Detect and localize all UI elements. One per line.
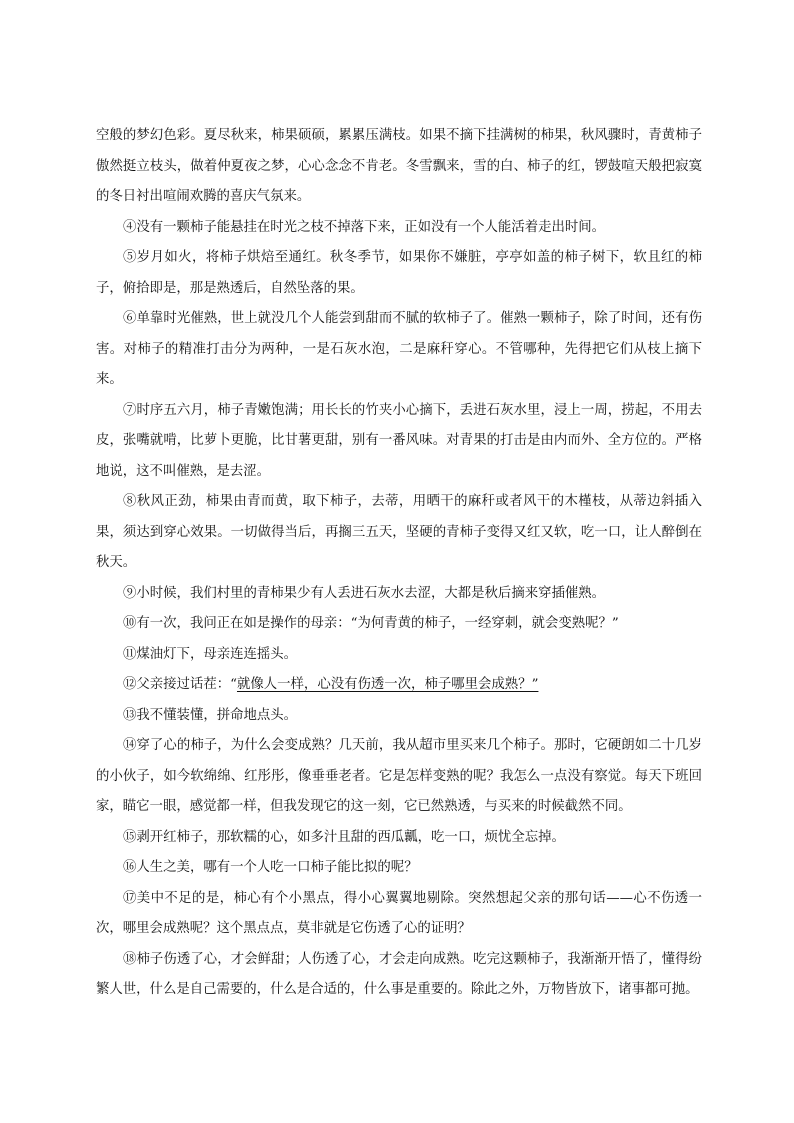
paragraph-8: ⑧秋风正劲，柿果由青而黄，取下柿子，去蒂，用晒干的麻秆或者风干的木槿枝，从蒂边斜插入果，须达到穿心效果。一切做得当后，再搁三五天，坚硬的青柿子变得又红又软，吃一口，让人醉倒在秋天。 [96, 494, 702, 570]
paragraph-continued: 空般的梦幻色彩。夏尽秋来，柿果硕硕，累累压满枝。如果不摘下挂满树的柿果，秋风骤时，青黄柿子傲然挺立枝头，做着仲夏夜之梦，心心念念不肯老。冬雪飘来，雪的白、柿子的红，锣鼓喧天般把寂寞的冬日衬出喧闹欢腾的喜庆气氛来。 [96, 128, 702, 204]
paragraph-17: ⑰美中不足的是，柿心有个小黑点，得小心翼翼地剔除。突然想起父亲的那句话——心不伤透一次，哪里会成熟呢？这个黑点点，莫非就是它伤透了心的证明？ [96, 890, 702, 936]
paragraph-15: ⑮剥开红柿子，那软糯的心，如多汁且甜的西瓜瓤，吃一口，烦忧全忘掉。 [123, 829, 565, 845]
paragraph-10: ⑩有一次，我问正在如是操作的母亲：“为何青黄的柿子，一经穿刺，就会变熟呢？” [123, 616, 619, 631]
paragraph-6: ⑥单靠时光催熟，世上就没几个人能尝到甜而不腻的软柿子了。催熟一颗柿子，除了时间，还有伤害。对柿子的精准打击分为两种，一是石灰水泡，二是麻秆穿心。不管哪种，先得把它们从枝上摘下来。 [96, 311, 702, 387]
paragraph-7: ⑦时序五六月，柿子青嫩饱满；用长长的竹夹小心摘下，丢进石灰水里，浸上一周，捞起，不用去皮，张嘴就啃，比萝卜更脆，比甘薯更甜，别有一番风味。对青果的打击是由内而外、全方位的。严格地说，这不叫催熟，是去涩。 [96, 402, 702, 479]
paragraph-13: ⑬我不懂装懂，拼命地点头。 [123, 707, 298, 723]
paragraph-12-prefix: ⑫父亲接过话茬：“ [123, 677, 237, 692]
paragraph-16: ⑯人生之美，哪有一个人吃一口柿子能比拟的呢？ [123, 860, 418, 875]
paragraph-11: ⑪煤油灯下，母亲连连摇头。 [123, 646, 298, 662]
paragraph-14: ⑭穿了心的柿子，为什么会变成熟？几天前，我从超市里买来几个柿子。那时，它硬朗如二十几岁的小伙子，如今软绵绵、红彤彤，像垂垂老者。它是怎样变熟的呢？我怎么一点没有察觉。每天下班回家，瞄它一眼，感觉都一样，但我发现它的这一刻，它已然熟透，与买来的时候截然不同。 [96, 738, 702, 814]
essay-body [96, 121, 702, 1006]
paragraph-18: ⑱柿子伤透了心，才会鲜甜；人伤透了心，才会走向成熟。吃完这颗柿子，我渐渐开悟了，懂得纷繁人世，什么是自己需要的，什么是合适的，什么事是重要的。除此之外，万物皆放下，诸事都可抛。 [96, 951, 702, 997]
paragraph-12 [96, 670, 702, 701]
paragraph-5: ⑤岁月如火，将柿子烘焙至通红。秋冬季节，如果你不嫌脏，亭亭如盖的柿子树下，软且红的柿子，俯拾即是，那是熟透后，自然坠落的果。 [96, 250, 702, 296]
paragraph-4: ④没有一颗柿子能悬挂在时光之枝不掉落下来，正如没有一个人能活着走出时间。 [123, 219, 606, 235]
underlined-quote: 就像人一样，心没有伤透一次，柿子哪里会成熟？” [236, 677, 539, 692]
paragraph-9: ⑨小时候，我们村里的青柿果少有人丢进石灰水去涩，大都是秋后摘来穿插催熟。 [123, 585, 606, 601]
